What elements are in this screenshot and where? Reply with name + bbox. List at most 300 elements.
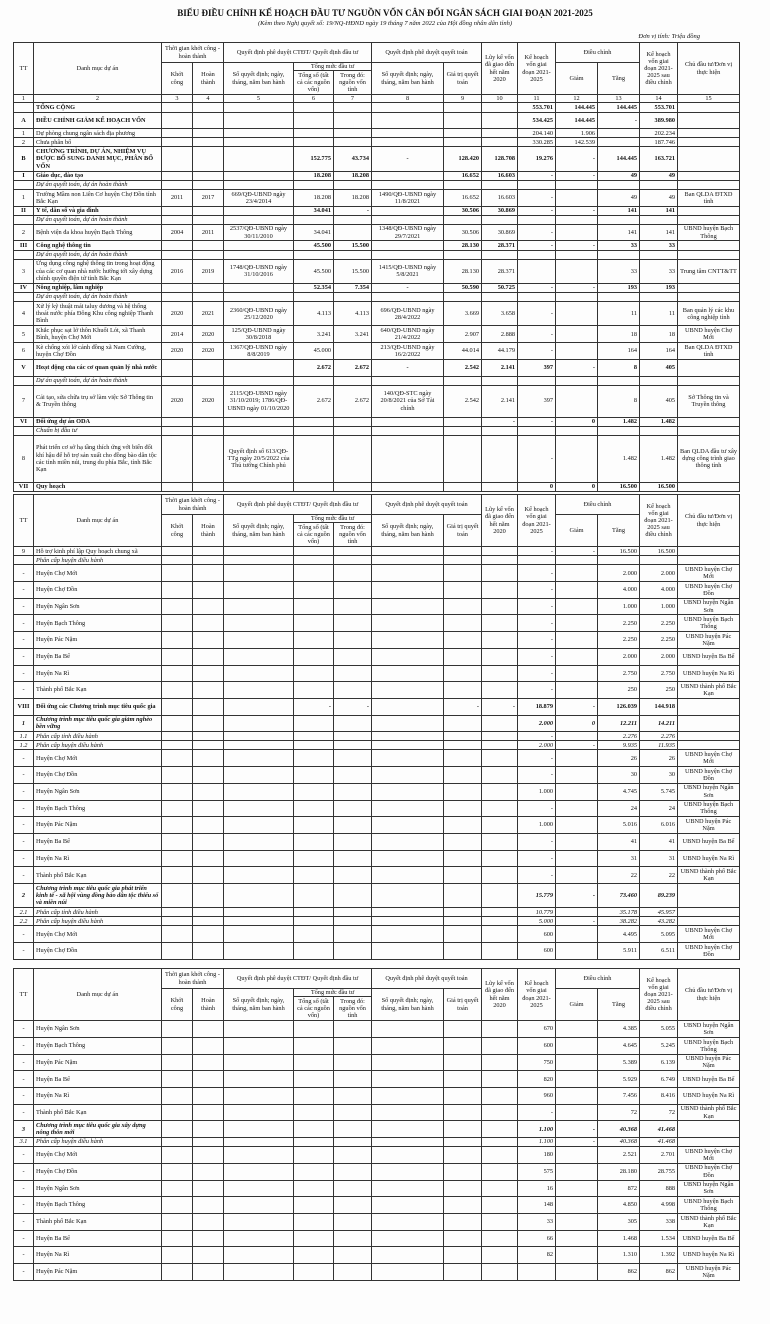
row-tt: -: [14, 750, 34, 767]
row-project-name: Nông nghiệp, lâm nghiệp: [34, 283, 162, 292]
row-increase: 16.500: [598, 547, 640, 556]
row-decision-no: [224, 206, 294, 215]
row-cumulative-2020: [482, 750, 518, 767]
row-settlement-no: [372, 112, 444, 129]
row-decrease: -: [556, 698, 598, 715]
row-plan-after-adjust: 2.000: [640, 565, 678, 582]
row-plan-2021-2025: 1.100: [518, 1121, 556, 1138]
row-settlement-no: [372, 1121, 444, 1138]
row-owner: UBND huyện Na Rì: [678, 1247, 740, 1264]
row-settlement-value: 30.506: [444, 224, 482, 241]
row-plan-2021-2025: -: [518, 343, 556, 360]
row-start-year: [162, 556, 193, 565]
row-plan-2021-2025: -: [518, 189, 556, 206]
row-decision-no: [224, 215, 294, 224]
row-decrease: [556, 189, 598, 206]
row-plan-2021-2025: 66: [518, 1230, 556, 1247]
row-start-year: [162, 1180, 193, 1197]
row-decision-no: [224, 632, 294, 649]
row-cumulative-2020: [482, 1230, 518, 1247]
row-settlement-value: [444, 112, 482, 129]
table-row: [14, 632, 740, 649]
row-total-investment: [294, 417, 334, 426]
row-plan-after-adjust: 8.416: [640, 1087, 678, 1104]
row-settlement-no: [372, 1021, 444, 1038]
row-owner: UBND huyện Ngân Sơn: [678, 598, 740, 615]
row-finish-year: [193, 926, 224, 943]
row-finish-year: [193, 1180, 224, 1197]
row-start-year: [162, 1263, 193, 1280]
row-settlement-value: [444, 1147, 482, 1164]
row-total-investment: [294, 867, 334, 884]
row-decrease: [556, 1230, 598, 1247]
row-decrease: [556, 1213, 598, 1230]
row-total-investment: 34.041: [294, 224, 334, 241]
row-decision-no: [224, 1071, 294, 1088]
row-settlement-value: [444, 129, 482, 138]
row-cumulative-2020: [482, 293, 518, 302]
row-increase: [598, 138, 640, 147]
row-provincial-investment: [334, 482, 372, 491]
row-provincial-investment: 2.672: [334, 385, 372, 417]
row-total-investment: [294, 800, 334, 817]
row-project-name: Huyện Ngân Sơn: [34, 1180, 162, 1197]
row-tt: -: [14, 1247, 34, 1264]
row-increase: 126.039: [598, 698, 640, 715]
column-number-14: 14: [640, 95, 678, 103]
row-settlement-value: [444, 800, 482, 817]
row-finish-year: 2020: [193, 343, 224, 360]
table-row: [14, 783, 740, 800]
row-decrease: -: [556, 147, 598, 171]
row-cumulative-2020: [482, 1087, 518, 1104]
row-decrease: [556, 867, 598, 884]
row-settlement-no: [372, 565, 444, 582]
row-decision-no: [224, 1087, 294, 1104]
row-decrease: [556, 1054, 598, 1071]
row-provincial-investment: 15.500: [334, 259, 372, 283]
row-project-name: Huyện Chợ Đồn: [34, 1163, 162, 1180]
row-project-name: Phân cấp huyện điều hành: [34, 1138, 162, 1147]
row-settlement-value: [444, 215, 482, 224]
row-finish-year: [193, 800, 224, 817]
row-settlement-no: [372, 293, 444, 302]
row-start-year: [162, 206, 193, 215]
row-tt: -: [14, 1263, 34, 1280]
row-increase: 2.250: [598, 615, 640, 632]
row-start-year: [162, 917, 193, 926]
row-provincial-investment: [334, 598, 372, 615]
row-plan-after-adjust: 888: [640, 1180, 678, 1197]
row-decrease: [556, 250, 598, 259]
row-finish-year: 2019: [193, 259, 224, 283]
row-cumulative-2020: 2.141: [482, 385, 518, 417]
row-cumulative-2020: [482, 1054, 518, 1071]
table-row: [14, 665, 740, 682]
row-increase: 305: [598, 1213, 640, 1230]
row-finish-year: [193, 883, 224, 907]
row-increase: 164: [598, 343, 640, 360]
row-plan-2021-2025: 670: [518, 1021, 556, 1038]
row-plan-after-adjust: 2.750: [640, 665, 678, 682]
row-plan-after-adjust: 2.250: [640, 615, 678, 632]
budget-table-page-3: [13, 968, 740, 1281]
row-finish-year: [193, 171, 224, 180]
row-decision-no: [224, 800, 294, 817]
row-start-year: [162, 715, 193, 732]
row-decision-no: 1748/QĐ-UBND ngày 31/10/2016: [224, 259, 294, 283]
row-settlement-no: -: [372, 147, 444, 171]
row-increase: [598, 376, 640, 385]
row-plan-2021-2025: 750: [518, 1054, 556, 1071]
row-tt: 2.2: [14, 917, 34, 926]
row-settlement-value: [444, 1037, 482, 1054]
row-decision-no: [224, 833, 294, 850]
row-plan-after-adjust: 6.016: [640, 817, 678, 834]
row-total-investment: [294, 833, 334, 850]
row-start-year: [162, 1087, 193, 1104]
row-decision-no: [224, 1021, 294, 1038]
row-cumulative-2020: [482, 103, 518, 112]
header-settlement-value: Giá trị quyết toán: [444, 63, 482, 95]
row-settlement-no: 1415/QĐ-UBND ngày 5/8/2021: [372, 259, 444, 283]
row-provincial-investment: [334, 833, 372, 850]
row-owner: UBND huyện Chợ Mới: [678, 326, 740, 343]
table-row: [14, 1247, 740, 1264]
row-settlement-no: [372, 376, 444, 385]
row-owner: UBND huyện Bạch Thông: [678, 224, 740, 241]
row-plan-after-adjust: 5.055: [640, 1021, 678, 1038]
row-start-year: [162, 883, 193, 907]
row-plan-2021-2025: -: [518, 302, 556, 326]
row-project-name: Trường Mầm non Liên Cơ huyện Chợ Đồn tỉnh Bắc Kạn: [34, 189, 162, 206]
row-settlement-no: [372, 715, 444, 732]
row-project-name: Huyện Bạch Thông: [34, 800, 162, 817]
row-decision-no: [224, 293, 294, 302]
table-row: [14, 224, 740, 241]
header-total-all-sources: Tổng số (tất cả các nguồn vốn): [294, 997, 334, 1021]
row-plan-after-adjust: 1.482: [640, 417, 678, 426]
row-finish-year: [193, 112, 224, 129]
row-plan-after-adjust: 18: [640, 326, 678, 343]
row-owner: [678, 426, 740, 435]
row-decrease: [556, 556, 598, 565]
row-plan-2021-2025: [518, 180, 556, 189]
row-total-investment: [294, 908, 334, 917]
row-project-name: Phân cấp tỉnh điều hành: [34, 908, 162, 917]
header-tt: TT: [14, 43, 34, 95]
row-provincial-investment: [334, 917, 372, 926]
row-project-name: Thành phố Bắc Kạn: [34, 1213, 162, 1230]
row-tt: 2: [14, 138, 34, 147]
header-plan-2021-2025: Kế hoạch vốn giai đoạn 2021-2025: [518, 495, 556, 547]
row-settlement-no: [372, 850, 444, 867]
row-increase: 73.460: [598, 883, 640, 907]
row-decision-no: 2537/QĐ-UBND ngày 30/11/2010: [224, 224, 294, 241]
row-decision-no: [224, 556, 294, 565]
row-finish-year: [193, 1071, 224, 1088]
row-settlement-no: [372, 800, 444, 817]
row-provincial-investment: [334, 547, 372, 556]
row-plan-after-adjust: 141: [640, 224, 678, 241]
row-plan-after-adjust: 862: [640, 1263, 678, 1280]
row-finish-year: [193, 648, 224, 665]
row-settlement-value: 28.130: [444, 241, 482, 250]
row-project-name: Huyện Na Rì: [34, 850, 162, 867]
row-tt: -: [14, 648, 34, 665]
row-settlement-no: -: [372, 359, 444, 376]
row-decision-no: [224, 715, 294, 732]
row-provincial-investment: [334, 943, 372, 960]
table-row: [14, 293, 740, 302]
table-row: [14, 426, 740, 435]
row-provincial-investment: [334, 1197, 372, 1214]
row-settlement-value: [444, 917, 482, 926]
row-project-name: Dự án quyết toán, dự án hoàn thành: [34, 180, 162, 189]
row-project-name: Đối ứng dự án ODA: [34, 417, 162, 426]
row-project-name: Huyện Chợ Mới: [34, 1147, 162, 1164]
row-project-name: Huyện Bạch Thông: [34, 615, 162, 632]
row-provincial-investment: [334, 1138, 372, 1147]
row-decrease: [556, 1037, 598, 1054]
row-cumulative-2020: [482, 741, 518, 750]
row-decrease: [556, 850, 598, 867]
row-settlement-no: [372, 926, 444, 943]
row-owner: [678, 698, 740, 715]
row-cumulative-2020: [482, 565, 518, 582]
header-settlement-group: Quyết định phê duyệt quyết toán: [372, 43, 482, 63]
row-finish-year: [193, 741, 224, 750]
row-total-investment: [294, 817, 334, 834]
row-plan-2021-2025: 1.100: [518, 1138, 556, 1147]
row-decision-no: [224, 883, 294, 907]
row-increase: 1.482: [598, 435, 640, 482]
table-row: [14, 767, 740, 784]
table-row: [14, 376, 740, 385]
row-decision-no: [224, 1197, 294, 1214]
row-start-year: 2020: [162, 302, 193, 326]
row-project-name: Phân cấp huyện điều hành: [34, 741, 162, 750]
row-settlement-no: [372, 1104, 444, 1121]
row-total-investment: [294, 715, 334, 732]
row-increase: [598, 293, 640, 302]
row-plan-2021-2025: -: [518, 582, 556, 599]
row-settlement-value: 28.130: [444, 259, 482, 283]
row-provincial-investment: [334, 715, 372, 732]
row-finish-year: [193, 732, 224, 741]
row-decrease: [556, 783, 598, 800]
row-start-year: [162, 926, 193, 943]
row-start-year: [162, 615, 193, 632]
row-settlement-value: 128.420: [444, 147, 482, 171]
row-start-year: [162, 1197, 193, 1214]
row-project-name: Huyện Ba Bể: [34, 833, 162, 850]
row-project-name: Dự án quyết toán, dự án hoàn thành: [34, 250, 162, 259]
row-increase: 4.000: [598, 582, 640, 599]
row-plan-2021-2025: -: [518, 682, 556, 699]
header-start-year: Khởi công: [162, 989, 193, 1021]
row-finish-year: [193, 682, 224, 699]
row-start-year: [162, 1054, 193, 1071]
row-total-investment: [294, 1263, 334, 1280]
row-cumulative-2020: [482, 632, 518, 649]
header-decrease: Giảm: [556, 989, 598, 1021]
row-total-investment: [294, 1138, 334, 1147]
row-decision-no: [224, 582, 294, 599]
row-provincial-investment: [334, 682, 372, 699]
row-increase: 862: [598, 1263, 640, 1280]
row-total-investment: [294, 1197, 334, 1214]
row-cumulative-2020: [482, 817, 518, 834]
column-number-2: 2: [34, 95, 162, 103]
row-provincial-investment: [334, 215, 372, 224]
row-tt: -: [14, 1147, 34, 1164]
row-project-name: Phát triển cơ sở hạ tầng thích ứng với biến đổi khí hậu để hỗ trợ sản xuất cho đồng bào dân tộc các tỉnh miền núi, trung du phía Bắc, tỉnh Bắc Kạn: [34, 435, 162, 482]
row-provincial-investment: [334, 1163, 372, 1180]
row-plan-after-adjust: 31: [640, 850, 678, 867]
row-owner: UBND huyện Ngân Sơn: [678, 1180, 740, 1197]
row-decrease: [556, 224, 598, 241]
column-number-5: 5: [224, 95, 294, 103]
header-tt: TT: [14, 495, 34, 547]
row-finish-year: [193, 180, 224, 189]
row-provincial-investment: [334, 1037, 372, 1054]
row-tt: 3: [14, 1121, 34, 1138]
row-plan-after-adjust: 41.468: [640, 1121, 678, 1138]
row-total-investment: [294, 180, 334, 189]
row-plan-2021-2025: 397: [518, 359, 556, 376]
row-plan-after-adjust: 553.701: [640, 103, 678, 112]
row-finish-year: [193, 783, 224, 800]
row-tt: 2: [14, 883, 34, 907]
row-total-investment: 45.000: [294, 343, 334, 360]
row-start-year: 2014: [162, 326, 193, 343]
row-tt: [14, 556, 34, 565]
row-project-name: Huyện Bạch Thông: [34, 1197, 162, 1214]
row-increase: [598, 426, 640, 435]
row-total-investment: 45.500: [294, 259, 334, 283]
row-provincial-investment: [334, 1121, 372, 1138]
row-decrease: 0: [556, 482, 598, 491]
row-settlement-value: [444, 556, 482, 565]
row-decrease: -: [556, 241, 598, 250]
row-decrease: [556, 1071, 598, 1088]
row-plan-2021-2025: -: [518, 732, 556, 741]
row-settlement-no: [372, 1138, 444, 1147]
table-row: [14, 343, 740, 360]
row-plan-after-adjust: 41.468: [640, 1138, 678, 1147]
row-settlement-value: [444, 665, 482, 682]
row-plan-2021-2025: 820: [518, 1071, 556, 1088]
row-tt: -: [14, 1197, 34, 1214]
row-plan-2021-2025: -: [518, 417, 556, 426]
row-owner: Sở Thông tin và Truyền thông: [678, 385, 740, 417]
row-settlement-value: 2.907: [444, 326, 482, 343]
row-plan-after-adjust: 163.721: [640, 147, 678, 171]
row-increase: 40.368: [598, 1138, 640, 1147]
row-plan-2021-2025: 82: [518, 1247, 556, 1264]
row-decrease: [556, 426, 598, 435]
row-plan-after-adjust: 4.998: [640, 1197, 678, 1214]
row-settlement-no: 140/QĐ-STC ngày 20/8/2021 của Sở Tài chính: [372, 385, 444, 417]
row-provincial-investment: [334, 1247, 372, 1264]
row-plan-after-adjust: [640, 376, 678, 385]
row-increase: 2.000: [598, 648, 640, 665]
row-decrease: [556, 302, 598, 326]
row-decision-no: [224, 482, 294, 491]
table-row: [14, 1180, 740, 1197]
row-project-name: Huyện Pác Nặm: [34, 1054, 162, 1071]
row-finish-year: [193, 1263, 224, 1280]
row-finish-year: [193, 283, 224, 292]
table-row: [14, 1230, 740, 1247]
row-settlement-value: [444, 943, 482, 960]
row-increase: 9.935: [598, 741, 640, 750]
row-decrease: [556, 732, 598, 741]
row-plan-after-adjust: 141: [640, 206, 678, 215]
column-number-3: 3: [162, 95, 193, 103]
row-total-investment: [294, 293, 334, 302]
row-finish-year: 2020: [193, 385, 224, 417]
row-settlement-value: [444, 565, 482, 582]
row-plan-after-adjust: 5.245: [640, 1037, 678, 1054]
row-total-investment: [294, 1104, 334, 1121]
row-tt: [14, 250, 34, 259]
row-finish-year: [193, 1054, 224, 1071]
row-owner: [678, 732, 740, 741]
row-decrease: -: [556, 917, 598, 926]
row-provincial-investment: 15.500: [334, 241, 372, 250]
row-provincial-investment: [334, 1213, 372, 1230]
row-start-year: [162, 1230, 193, 1247]
row-plan-2021-2025: -: [518, 565, 556, 582]
header-increase: Tăng: [598, 63, 640, 95]
row-owner: UBND huyện Ba Bể: [678, 1230, 740, 1247]
row-settlement-value: [444, 250, 482, 259]
row-cumulative-2020: [482, 767, 518, 784]
row-owner: UBND thành phố Bắc Kạn: [678, 1104, 740, 1121]
row-plan-after-adjust: 72: [640, 1104, 678, 1121]
row-cumulative-2020: [482, 215, 518, 224]
table-row: [14, 1071, 740, 1088]
row-decision-no: [224, 180, 294, 189]
table-row: [14, 1037, 740, 1054]
table-row: [14, 241, 740, 250]
table-row: [14, 715, 740, 732]
row-project-name: Chuẩn bị đầu tư: [34, 426, 162, 435]
row-finish-year: [193, 698, 224, 715]
row-finish-year: [193, 817, 224, 834]
row-provincial-investment: [334, 224, 372, 241]
row-owner: [678, 103, 740, 112]
row-provincial-investment: -: [334, 698, 372, 715]
table-row: [14, 138, 740, 147]
row-owner: UBND thành phố Bắc Kạn: [678, 682, 740, 699]
row-tt: -: [14, 1087, 34, 1104]
row-plan-2021-2025: -: [518, 632, 556, 649]
header-provincial-source: Trong đó: nguồn vốn tỉnh: [334, 997, 372, 1021]
row-increase: [598, 215, 640, 224]
row-provincial-investment: [334, 767, 372, 784]
row-owner: [678, 1138, 740, 1147]
row-decrease: [556, 1104, 598, 1121]
row-settlement-value: [444, 833, 482, 850]
header-plan-2021-2025: Kế hoạch vốn giai đoạn 2021-2025: [518, 43, 556, 95]
row-plan-2021-2025: [518, 376, 556, 385]
row-total-investment: [294, 565, 334, 582]
row-total-investment: [294, 1071, 334, 1088]
row-plan-2021-2025: -: [518, 833, 556, 850]
